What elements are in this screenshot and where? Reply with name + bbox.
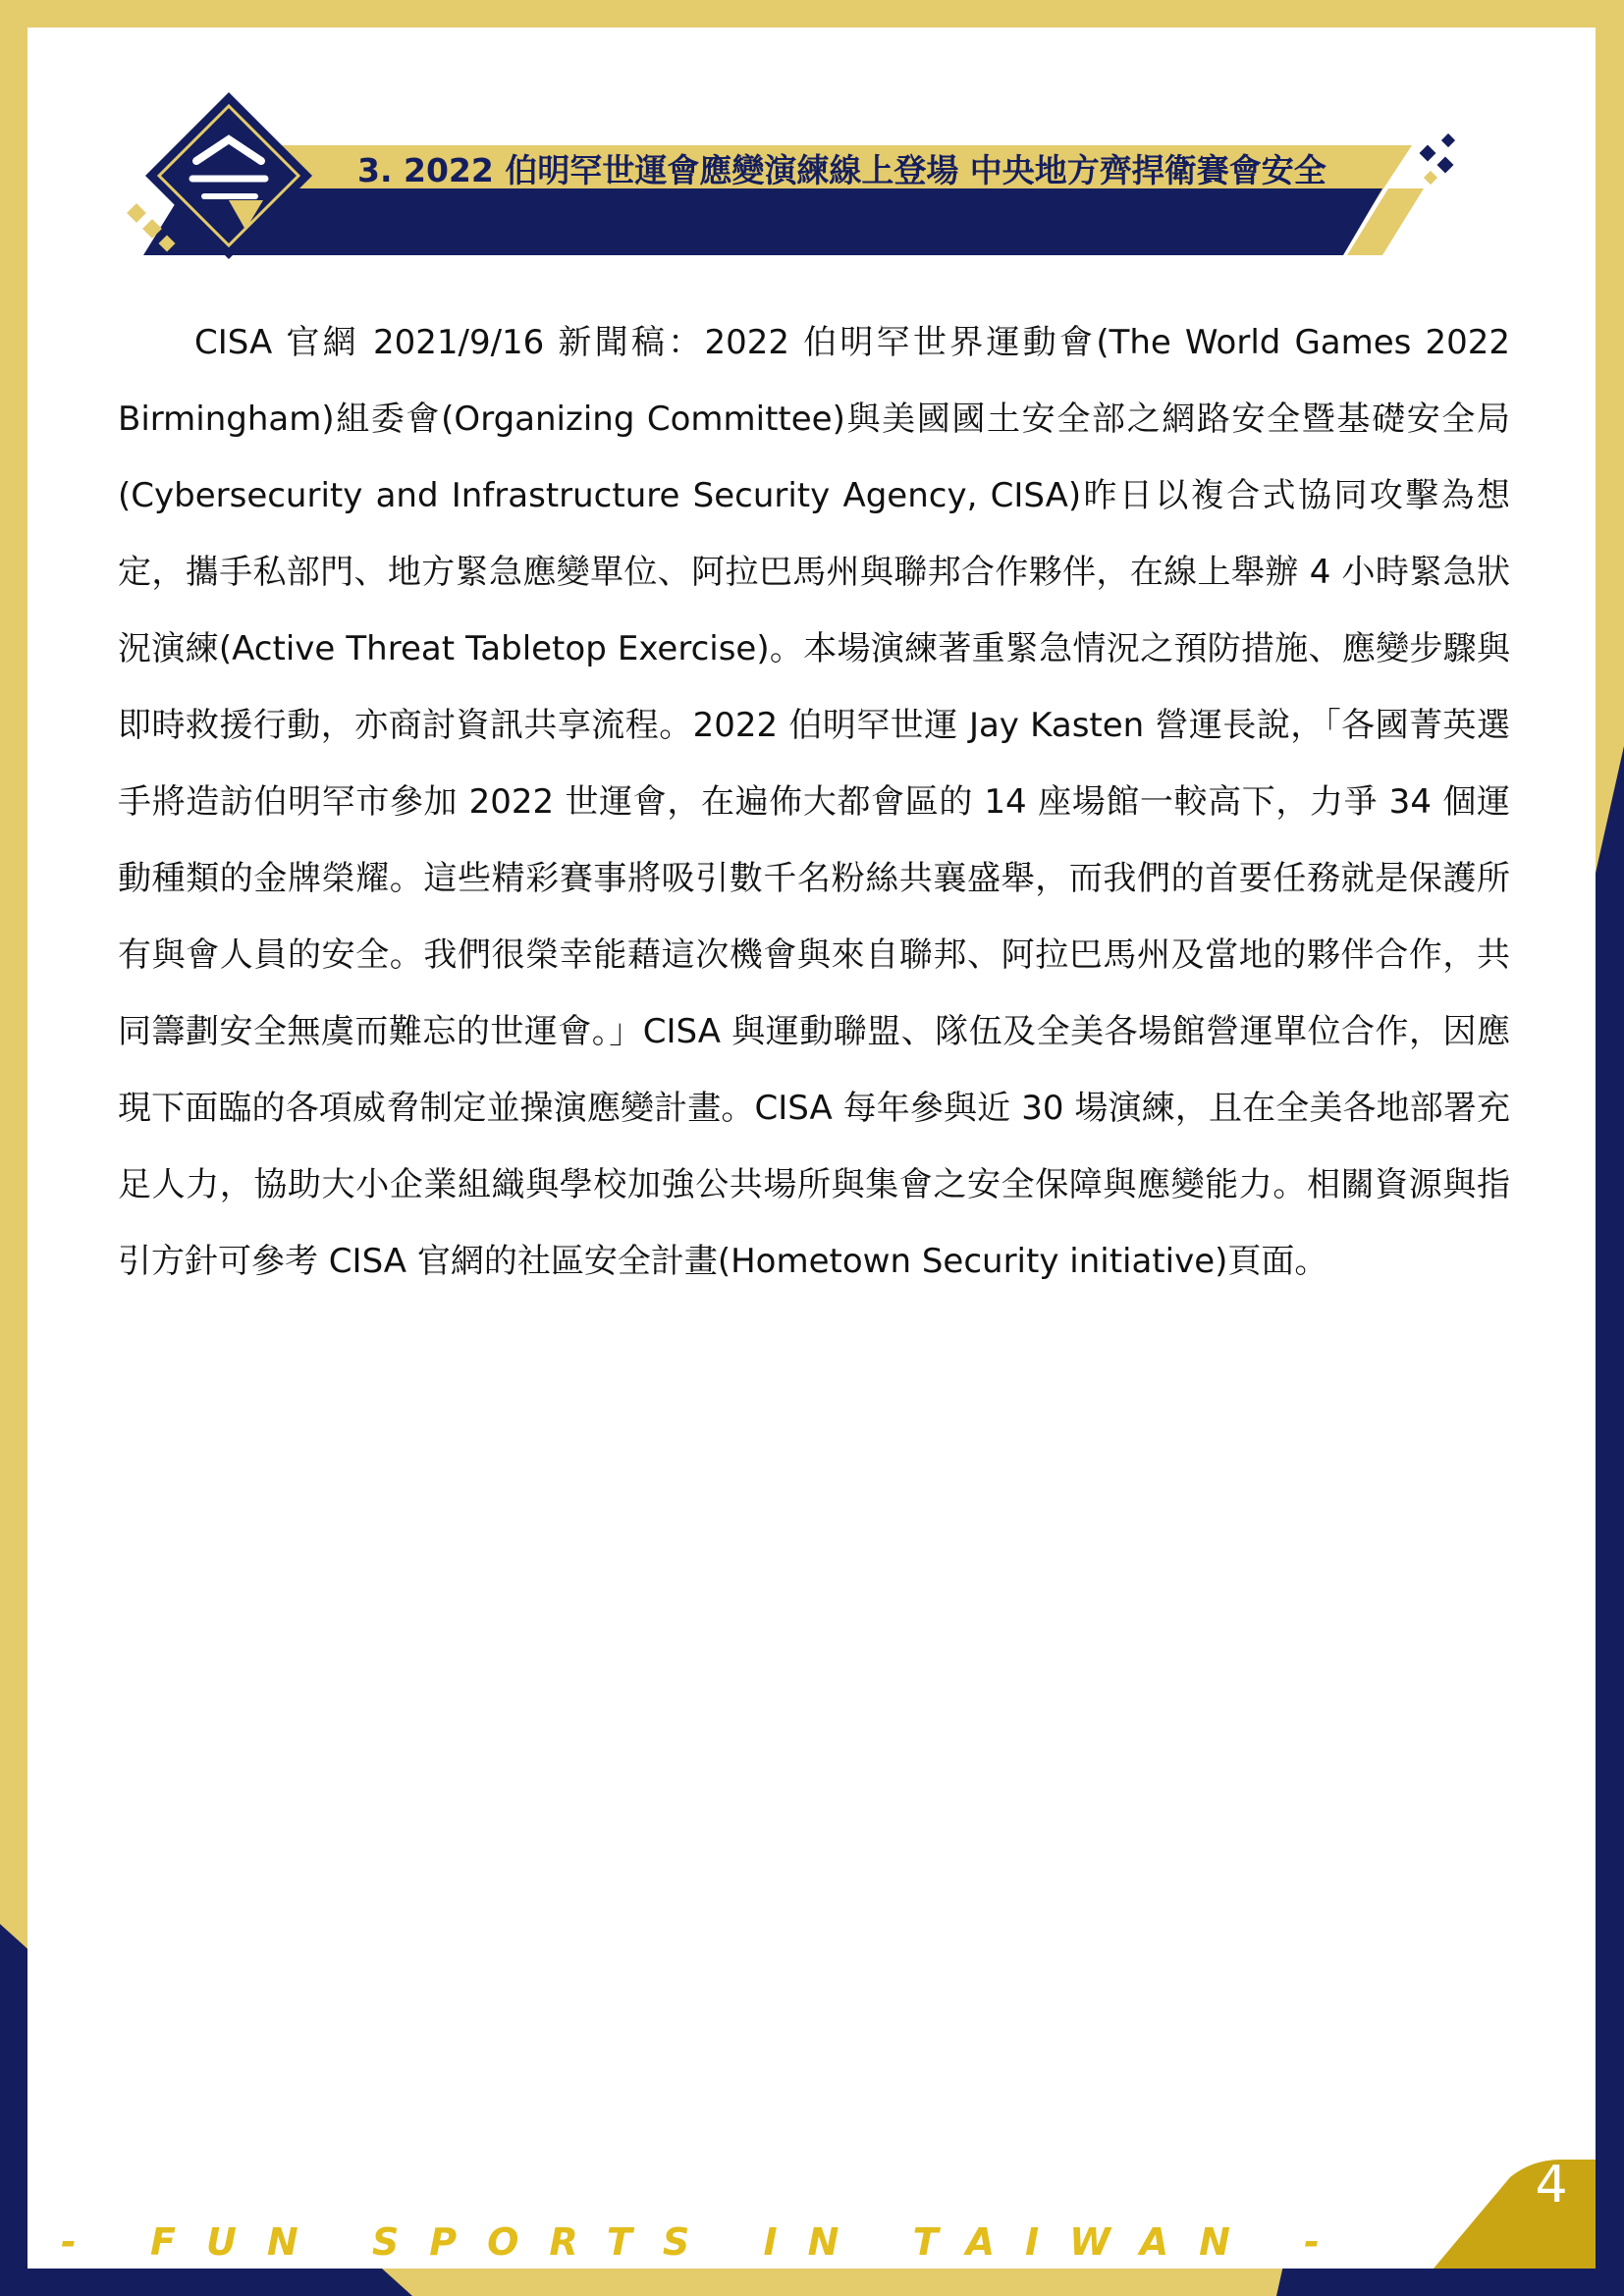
page-number: 4 bbox=[1535, 2156, 1568, 2215]
footer-slogan: - FUN SPORTS IN TAIWAN - bbox=[61, 2220, 1350, 2264]
section-title: 3. 2022 伯明罕世運會應變演練線上登場 中央地方齊捍衛賽會安全 bbox=[357, 151, 1326, 189]
article-body: CISA 官網 2021/9/16 新聞稿：2022 伯明罕世界運動會(The World Games 2022 Birmingham)組委會(Organizing Committee)與美國國土安全部之網路安全暨基礎安全局(Cybersecurity and Infrastructure Security Agency, CISA)昨日以複合式協同攻擊為想定，攜手私部門、地方緊急應變單位、阿拉巴馬州與聯邦合作夥伴，在線上舉辦 4 小時緊急狀況演練(Active Threat Tabletop Exercise)。本場演練著重緊急情況之預防措施、應變步驟與即時救援行動，亦商討資訊共享流程。2022 伯明罕世運 Jay Kasten 營運長說，「各國菁英選手將造訪伯明罕市參加 2022 世運會，在遍佈大都會區的 14 座場館一較高下，力爭 34 個運動種類的金牌榮耀。這些精彩賽事將吸引數千名粉絲共襄盛舉，而我們的首要任務就是保護所有與會人員的安全。我們很榮幸能藉這次機會與來自聯邦、阿拉巴馬州及當地的夥伴合作，共同籌劃安全無虞而難忘的世運會。」CISA 與運動聯盟、隊伍及全美各場館營運單位合作，因應現下面臨的各項威脅制定並操演應變計畫。CISA 每年參與近 30 場演練，且在全美各地部署充足人力，協助大小企業組織與學校加強公共場所與集會之安全保障與應變能力。相關資源與指引方針可參考 CISA 官網的社區安全計畫(Hometown Security initiative)頁面。 bbox=[118, 323, 1510, 1281]
